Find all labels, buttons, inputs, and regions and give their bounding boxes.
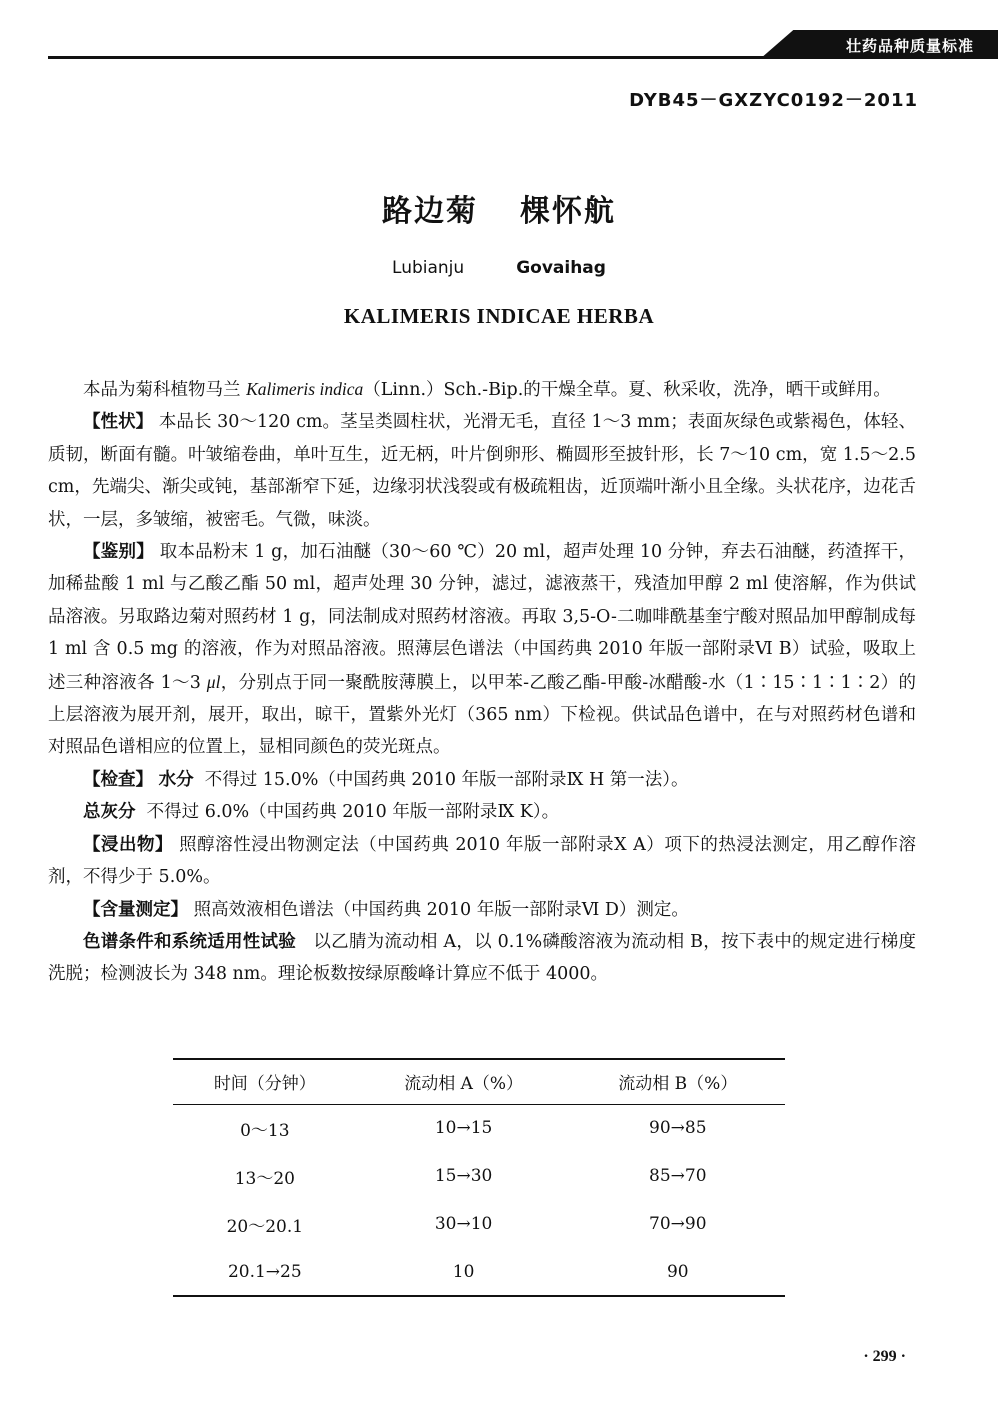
conditions-paragraph: 色谱条件和系统适用性试验 以乙腈为流动相 A，以 0.1%磷酸溶液为流动相 B，按下表中的规定进行梯度洗脱；检测波长为 348 nm。理论板数按绿原酸峰计算应不低于 4000。	[48, 931, 916, 985]
standard-code: DYB45－GXZYC0192－2011	[629, 90, 918, 111]
moisture-label: 水分	[158, 769, 194, 790]
ash-label: 总灰分	[83, 802, 136, 823]
table-row	[173, 1104, 785, 1152]
identification-label: 【鉴别】	[83, 542, 154, 563]
species-name: Kalimeris indica	[246, 379, 364, 399]
examination-paragraph: 【检查】 水分 不得过 15.0%（中国药典 2010 年版一部附录Ⅸ H 第一法）。	[83, 769, 689, 790]
intro-paragraph: 本品为菊科植物马兰 Kalimeris indica（Linn.）Sch.-Bip.的干燥全草。夏、秋采收，洗净，晒干或鲜用。	[83, 379, 891, 400]
table-cell: 15→30	[434, 1166, 493, 1186]
table-cell: 90→85	[649, 1118, 707, 1139]
extract-label: 【浸出物】	[83, 834, 174, 855]
latin-name: KALIMERIS INDICAE HERBA	[343, 304, 655, 328]
table-header-row	[173, 1060, 785, 1104]
assay-paragraph: 【含量测定】 照高效液相色谱法（中国药典 2010 年版一部附录Ⅵ D）测定。	[83, 899, 689, 920]
table-row	[173, 1200, 785, 1248]
microliter-unit: μl	[206, 671, 221, 692]
table-cell: 0～13	[240, 1120, 290, 1141]
pinyin-zhuang: Govaihag	[516, 258, 606, 278]
gradient-table	[173, 1060, 785, 1297]
page-title	[0, 186, 998, 230]
table-cell: 85→70	[649, 1166, 707, 1186]
table-cell: 20.1→25	[173, 1248, 357, 1296]
table-row	[173, 1152, 785, 1200]
table-header-cell: 流动相 A（%）	[357, 1060, 571, 1104]
ash-paragraph: 总灰分 不得过 6.0%（中国药典 2010 年版一部附录Ⅸ K）。	[83, 802, 560, 823]
pinyin-line	[0, 258, 998, 278]
table-header-cell: 流动相 B（%）	[571, 1060, 785, 1104]
running-header: 壮药品种质量标准	[845, 37, 974, 55]
table-cell: 70→90	[649, 1214, 707, 1234]
title-chinese-name: 路边菊	[382, 194, 478, 229]
table-header-cell: 时间（分钟）	[173, 1060, 357, 1104]
table-row	[173, 1248, 785, 1296]
table-cell: 20～20.1	[226, 1216, 304, 1237]
examination-label: 【检查】	[83, 769, 153, 790]
description-label: 【性状】	[83, 412, 154, 433]
table-cell: 30→10	[434, 1214, 493, 1234]
page-number: · 299 ·	[863, 1348, 906, 1365]
description-paragraph: 【性状】 本品长 30～120 cm。茎呈类圆柱状，光滑无毛，直径 1～3 mm；表面灰绿色或紫褐色，体轻、质韧，断面有髓。叶皱缩卷曲，单叶互生，近无柄，叶片倒卵形、椭圆形至披针形，长 7～10 cm，宽 1.5～2.5 cm，先端尖、渐尖或钝，基部渐窄下延，边缘羽状浅裂或有极疏粗齿，近顶端叶渐小且全缘。头状花序，边花舌状，一层，多皱缩，被密毛。气微，味淡。	[48, 412, 916, 530]
pinyin-chinese: Lubianju	[392, 258, 465, 278]
extract-paragraph: 【浸出物】 照醇溶性浸出物测定法（中国药典 2010 年版一部附录Ⅹ A）项下的热浸法测定，用乙醇作溶剂，不得少于 5.0%。	[48, 834, 916, 888]
assay-label: 【含量测定】	[83, 899, 188, 920]
table-cell: 10→15	[434, 1118, 493, 1139]
conditions-label: 色谱条件和系统适用性试验	[83, 931, 296, 952]
table-cell: 13～20	[234, 1168, 295, 1189]
table-cell: 10	[357, 1248, 571, 1296]
identification-paragraph: 【鉴别】 取本品粉末 1 g，加石油醚（30～60 ℃）20 ml，超声处理 10 分钟，弃去石油醚，药渣挥干，加稀盐酸 1 ml 与乙酸乙酯 50 ml，超声处理 30 分钟，滤过，滤液蒸干，残渣加甲醇 2 ml 使溶解，作为供试品溶液。另取路边菊对照药材 1 g，同法制成对照药材溶液。再取 3,5-O-二咖啡酰基奎宁酸对照品加甲醇制成每 1 ml 含 0.5 mg 的溶液，作为对照品溶液。照薄层色谱法（中国药典 2010 年版一部附录Ⅵ B）试验，吸取上述三种溶液各 1～3 μl，分别点于同一聚酰胺薄膜上，以甲苯-乙酸乙酯-甲酸-冰醋酸-水（1∶15∶1∶1∶2）的上层溶液为展开剂，展开，取出，晾干，置紫外光灯（365 nm）下检视。供试品色谱中，在与对照药材色谱和对照品色谱相应的位置上，显相同颜色的荧光斑点。	[48, 542, 916, 758]
monograph-body	[48, 373, 916, 991]
title-zhuang-name: 棵怀航	[520, 194, 616, 229]
table-cell: 90	[571, 1248, 785, 1296]
